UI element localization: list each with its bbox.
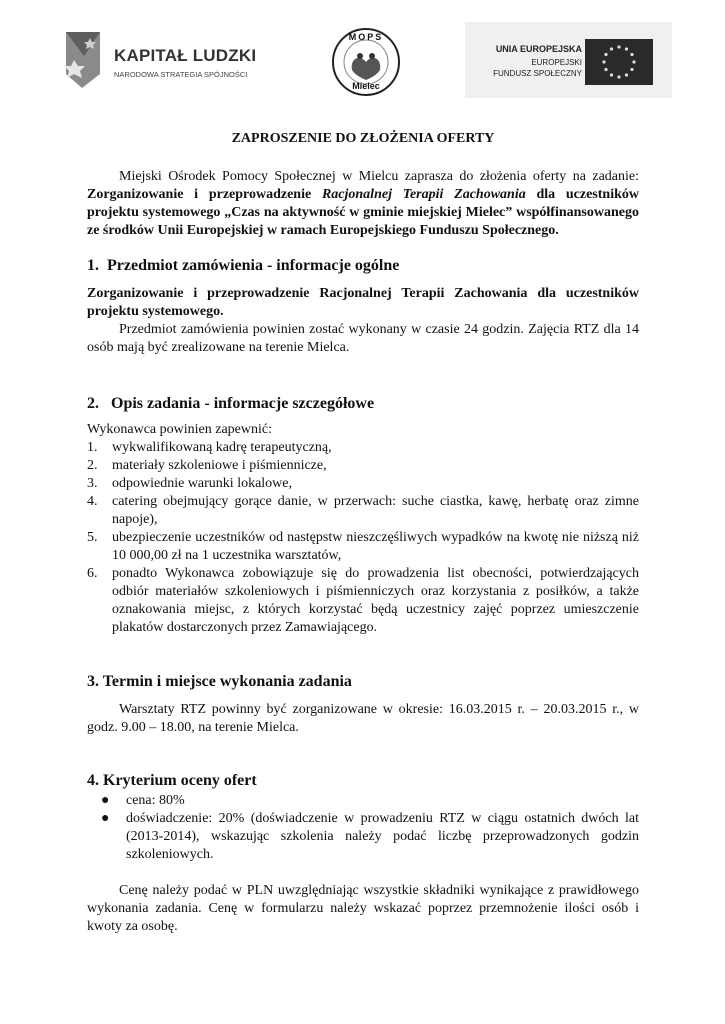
section-1-bold [87,285,639,321]
list-item [87,565,639,637]
list-item-number: 4. [87,494,98,509]
section-3-text: Warsztaty RTZ powinny być zorganizowane w okresie: 16.03.2015 r. – 20.03.2015 r., w godz. 9.00 – 18.00, na terenie Mielca. [87,702,639,735]
document-title: ZAPROSZENIE DO ZŁOŻENIA OFERTY [231,131,495,146]
section-4-heading: 4. Kryterium oceny ofert [87,772,257,789]
section-1-bold-text: Zorganizowanie i przeprowadzenie Racjonalnej Terapii Zachowania dla uczestników projektu systemowego. [87,286,639,319]
mops-top-text: MOPS [348,32,384,42]
document-body [87,130,639,936]
bullet-icon: ● [101,811,110,826]
list-item [87,810,639,864]
intro-text: Miejski Ośrodek Pomocy Społecznej w Mielcu zaprasza do złożenia oferty na zadanie: [119,169,639,184]
list-item-text: ponadto Wykonawca zobowiązuje się do prowadzenia list obecności, potwierdzających odbiór materiałów szkoleniowych i piśmienniczych oraz korzystania z posiłków, a także oznakowania miejsc, z których korzystać będą uczestnicy zajęć poprzez umieszczenie plakatów dostarczonych przez Zamawiającego. [112,566,639,635]
intro-bold-1: Zorganizowanie i przeprowadzenie [87,187,322,202]
list-item [87,475,639,493]
page-header [62,22,672,102]
intro-paragraph [87,168,639,240]
section-2-heading: 2. Opis zadania - informacje szczegółowe [87,395,375,412]
list-item [87,529,639,565]
section-1-heading: 1. Przedmiot zamówienia - informacje ogólne [87,257,400,274]
list-item-number: 3. [87,476,98,491]
eu-logo [465,22,672,98]
section-2-list [87,439,639,637]
list-item-number: 6. [87,566,98,581]
mops-logo [330,26,402,98]
section-1-text: Przedmiot zamówienia powinien zostać wykonany w czasie 24 godzin. Zajęcia RTZ dla 14 osób mają być zrealizowane na terenie Mielca. [87,322,639,355]
kapital-ludzki-title: KAPITAŁ LUDZKI [114,46,257,65]
section-4-final: Cenę należy podać w PLN uwzględniając wszystkie składniki wynikające z prawidłowego wykonania zadania. Cenę w formularzu należy wskazać poprzez przemnożenie ilości osób i kwoty za osobę. [87,883,639,934]
list-item-text: doświadczenie: 20% (doświadczenie w prowadzeniu RTZ w ciągu ostatnich dwóch lat (2013-2014), wskazując szkolenia należy podać liczbę przeprowadzonych godzin szkoleniowych. [126,811,639,862]
list-item [87,457,639,475]
section-4-list [87,792,639,864]
eu-line3: FUNDUSZ SPOŁECZNY [493,69,582,78]
kapital-ludzki-logo [62,30,262,90]
list-item-number: 5. [87,530,98,545]
list-item-text: cena: 80% [126,793,185,808]
eu-line2: EUROPEJSKI [531,58,582,67]
section-3-heading: 3. Termin i miejsce wykonania zadania [87,673,352,690]
eu-line1: UNIA EUROPEJSKA [495,44,582,54]
list-item [87,792,639,810]
mops-bottom-text: Mielec [352,81,380,91]
list-item-text: odpowiednie warunki lokalowe, [112,476,293,491]
list-item-text: wykwalifikowaną kadrę terapeutyczną, [112,440,332,455]
list-item-number: 1. [87,440,98,455]
list-item-text: materiały szkoleniowe i piśmiennicze, [112,458,327,473]
kapital-ludzki-subtitle: NARODOWA STRATEGIA SPÓJNOŚCI [114,70,248,79]
intro-bold-2: dla uczestników projektu systemowego „Czas na aktywność w gminie miejskiej Mielec” współfinansowanego ze środków Unii Europejskiej w ramach Europejskiego Funduszu Społecznego. [87,187,639,238]
list-item-text: ubezpieczenie uczestników od następstw nieszczęśliwych wypadków na kwotę nie niższą niż 10 000,00 zł na 1 uczestnika warsztatów, [112,530,639,563]
eu-flag-icon [585,39,653,85]
bullet-icon: ● [101,793,110,808]
intro-italic: Racjonalnej Terapii Zachowania [321,187,526,202]
list-item-number: 2. [87,458,98,473]
list-item [87,493,639,529]
list-item [87,439,639,457]
kapital-ludzki-flag-icon [62,30,104,90]
section-2-lead: Wykonawca powinien zapewnić: [87,422,272,437]
list-item-text: catering obejmujący gorące danie, w przerwach: suche ciastka, kawę, herbatę oraz zimne napoje), [112,494,639,527]
